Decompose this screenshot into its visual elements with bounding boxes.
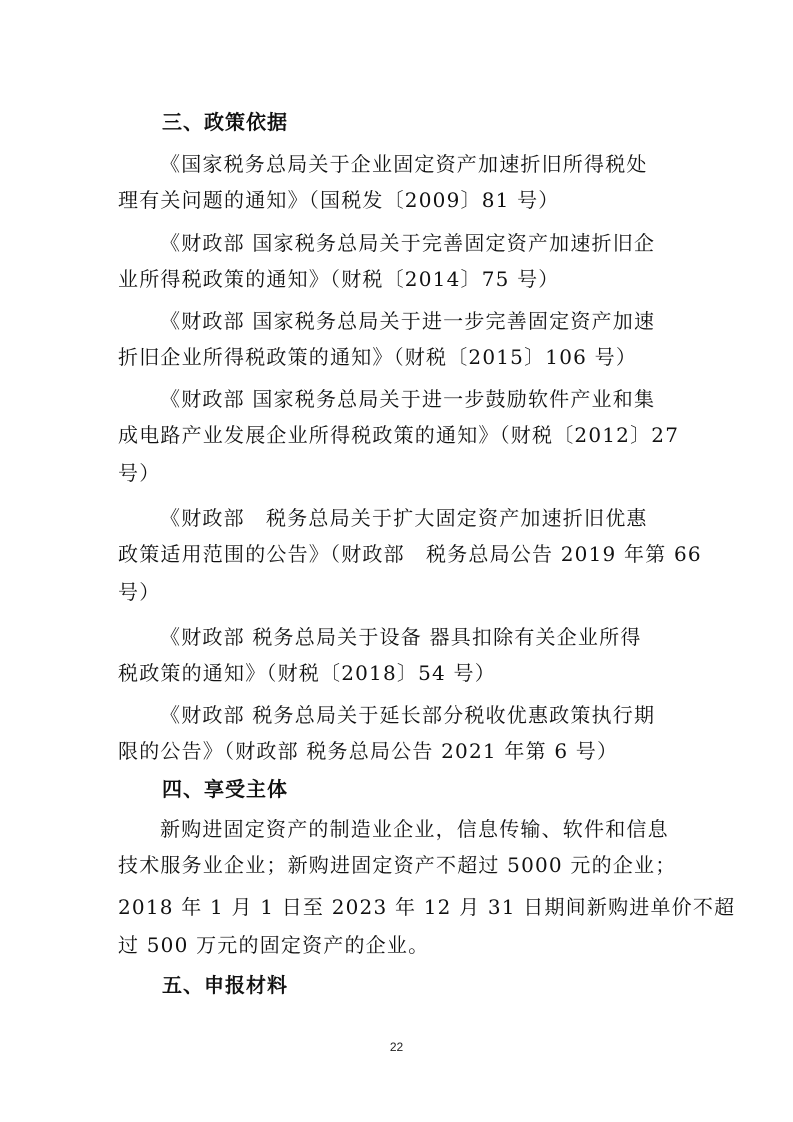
subject-line-3: 2018 年 1 月 1 日至 2023 年 12 月 31 日期间新购进单价不超	[118, 895, 736, 919]
basis-line-6: 折旧企业所得税政策的通知》（财税〔2015〕106 号）	[118, 345, 638, 369]
basis-line-2: 理有关问题的通知》（国税发〔2009〕81 号）	[118, 188, 560, 212]
basis-line-8: 成电路产业发展企业所得税政策的通知》（财税〔2012〕27	[118, 423, 680, 447]
basis-line-5: 《财政部 国家税务总局关于进一步完善固定资产加速	[160, 309, 656, 333]
basis-line-3: 《财政部 国家税务总局关于完善固定资产加速折旧企	[160, 231, 656, 255]
section-heading-materials: 五、申报材料	[162, 973, 288, 997]
subject-line-4: 过 500 万元的固定资产的企业。	[118, 933, 430, 957]
subject-line-1: 新购进固定资产的制造业企业，信息传输、软件和信息	[160, 817, 669, 841]
basis-line-14: 税政策的通知》（财税〔2018〕54 号）	[118, 661, 496, 685]
page-number: 22	[389, 1040, 404, 1054]
basis-line-4: 业所得税政策的通知》（财税〔2014〕75 号）	[118, 267, 560, 291]
basis-line-16: 限的公告》（财政部 税务总局公告 2021 年第 6 号）	[118, 739, 619, 763]
basis-line-7: 《财政部 国家税务总局关于进一步鼓励软件产业和集	[160, 387, 656, 411]
basis-line-1: 《国家税务总局关于企业固定资产加速折旧所得税处	[160, 152, 648, 176]
subject-line-2: 技术服务业企业；新购进固定资产不超过 5000 元的企业；	[118, 853, 677, 877]
basis-line-10: 《财政部 税务总局关于扩大固定资产加速折旧优惠	[160, 506, 648, 530]
section-heading-policy-basis: 三、政策依据	[162, 110, 288, 134]
basis-line-13: 《财政部 税务总局关于设备 器具扣除有关企业所得	[160, 625, 642, 649]
basis-line-12: 号）	[118, 580, 161, 604]
basis-line-15: 《财政部 税务总局关于延长部分税收优惠政策执行期	[160, 703, 656, 727]
section-heading-eligible-subject: 四、享受主体	[162, 777, 288, 801]
basis-line-11: 政策适用范围的公告》（财政部 税务总局公告 2019 年第 66	[118, 542, 702, 566]
basis-line-9: 号）	[118, 461, 161, 485]
